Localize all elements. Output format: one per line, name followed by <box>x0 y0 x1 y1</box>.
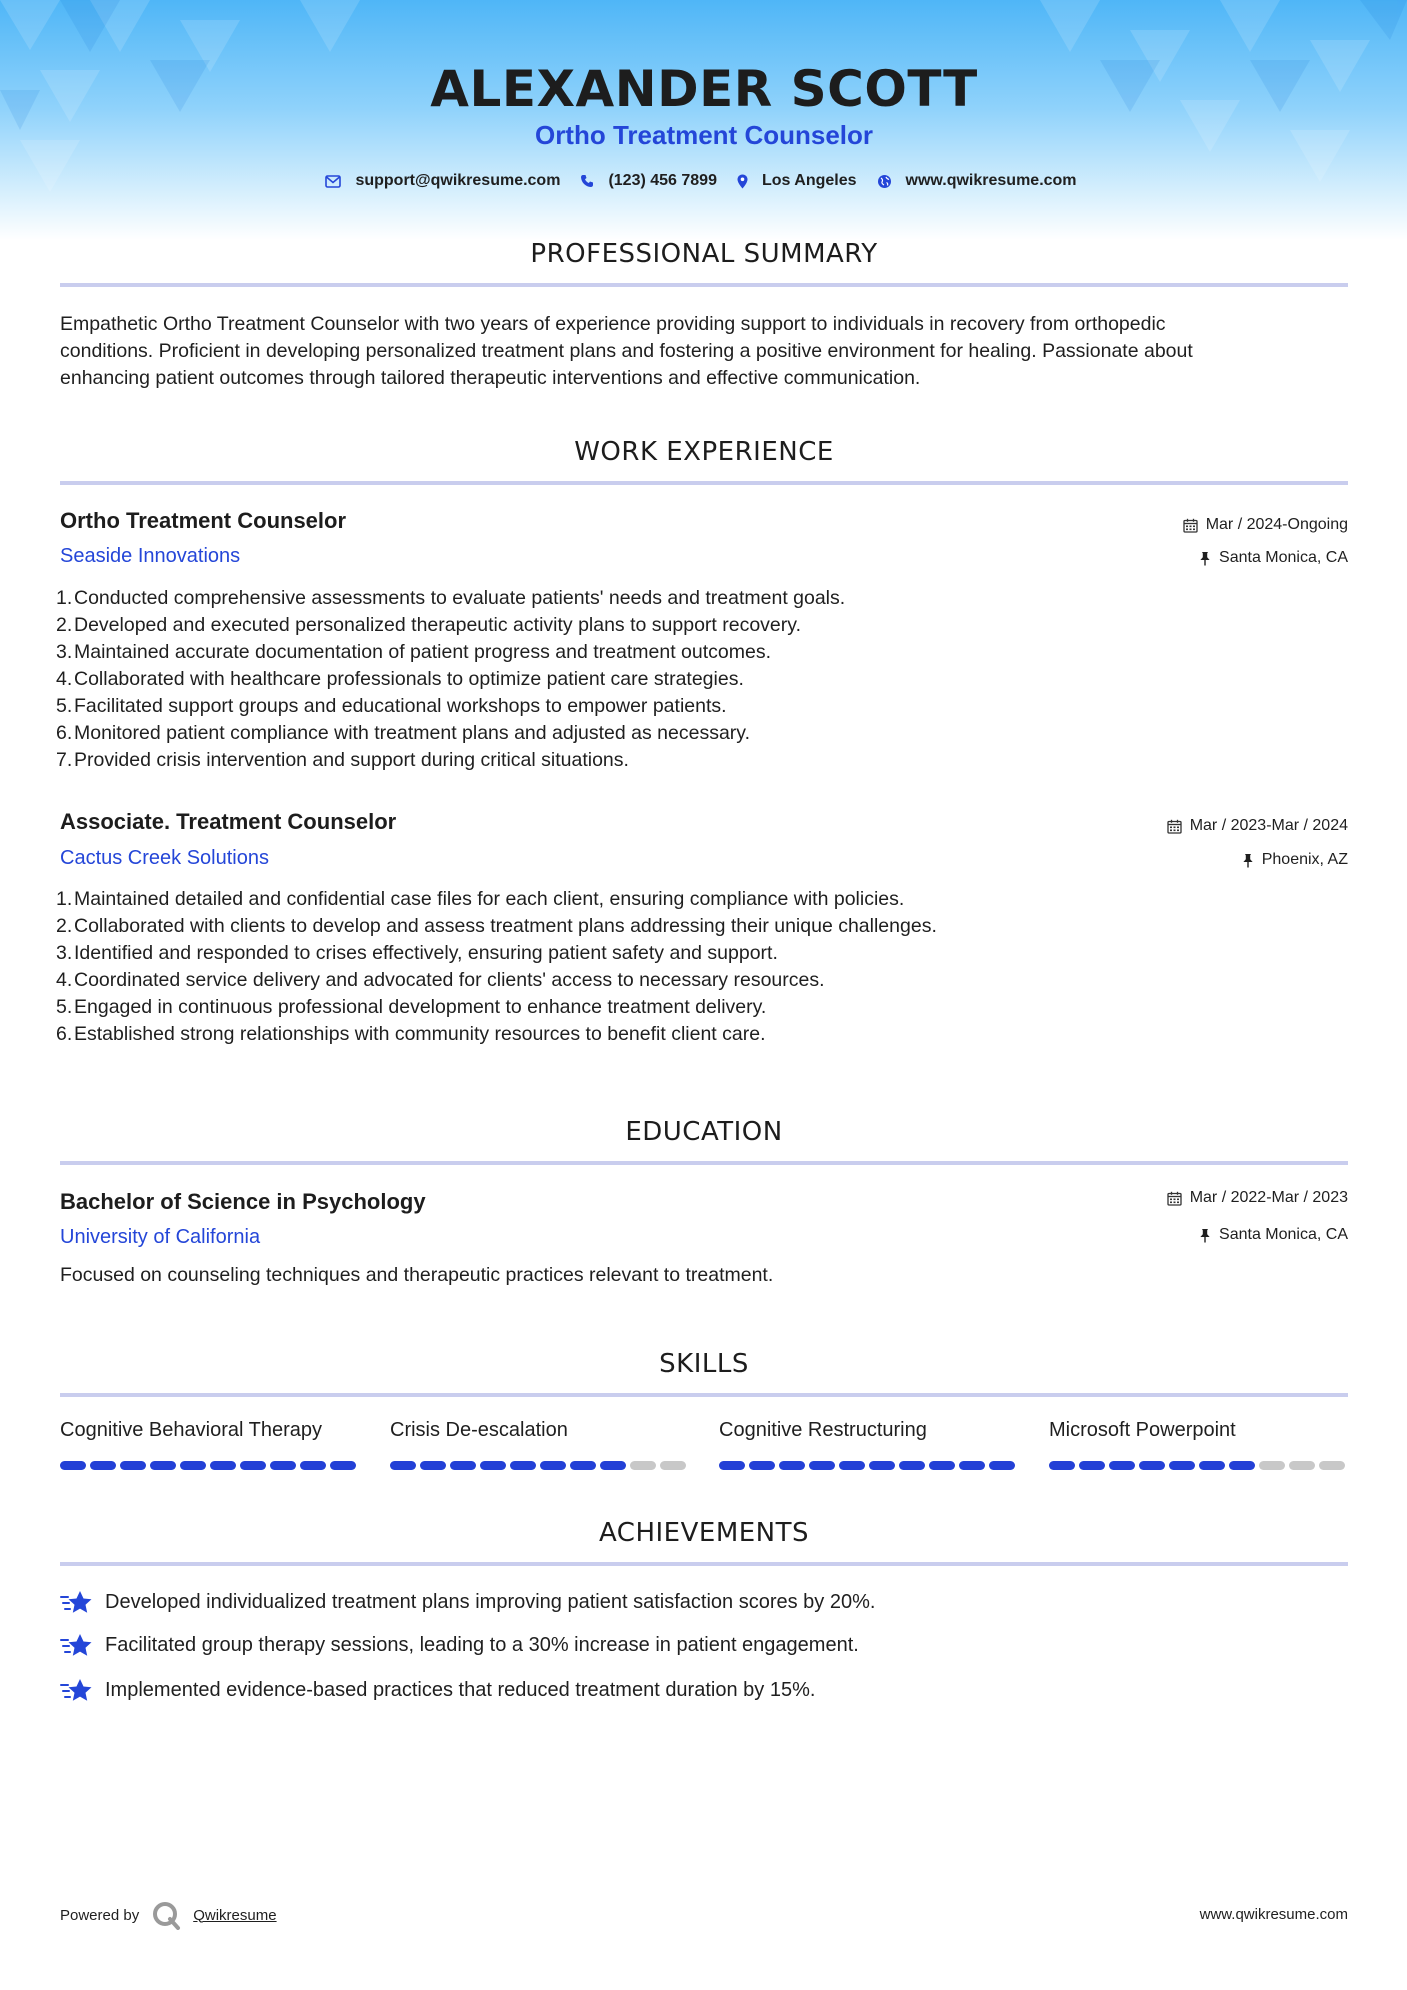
footer-website[interactable]: www.qwikresume.com <box>1199 1906 1348 1923</box>
skill-segment-filled <box>809 1461 835 1470</box>
skill-segment-filled <box>450 1461 476 1470</box>
job-bullets <box>56 886 1348 1048</box>
skill-segment-filled <box>180 1461 206 1470</box>
summary-text <box>60 311 1348 392</box>
footer-powered-by <box>60 1900 277 1930</box>
candidate-name: ALEXANDER SCOTT <box>430 60 978 118</box>
powered-by-label: Powered by <box>60 1906 140 1924</box>
contact-website-text: www.qwikresume.com <box>905 172 1077 189</box>
skill-segment-filled <box>929 1461 955 1470</box>
globe-icon <box>877 174 892 189</box>
skill-segment-empty <box>1289 1461 1315 1470</box>
summary-line: enhancing patient outcomes through tailored therapeutic interventions and effective communication. <box>60 367 921 389</box>
education-dates-text: Mar / 2022-Mar / 2023 <box>1189 1189 1348 1206</box>
skills-heading: SKILLS <box>659 1349 749 1379</box>
education-location-text: Santa Monica, CA <box>1219 1226 1348 1243</box>
experience-heading: WORK EXPERIENCE <box>574 437 834 467</box>
skill-name: Cognitive Behavioral Therapy <box>60 1419 323 1441</box>
calendar-icon <box>1167 1191 1182 1206</box>
skill-segment-empty <box>660 1461 686 1470</box>
contact-email-text: support@qwikresume.com <box>355 172 561 189</box>
experience-divider <box>60 481 1348 485</box>
map-pin-icon <box>737 174 748 189</box>
list-item: 4. Collaborated with healthcare professionals to optimize patient care strategies. <box>56 668 744 690</box>
achievement-text: Facilitated group therapy sessions, leading to a 30% increase in patient engagement. <box>105 1633 859 1656</box>
skill-segment-filled <box>120 1461 146 1470</box>
skill-item <box>390 1419 690 1470</box>
skill-segment-filled <box>330 1461 356 1470</box>
job-location-text: Phoenix, AZ <box>1261 851 1348 868</box>
skill-segment-filled <box>749 1461 775 1470</box>
job-location-text: Santa Monica, CA <box>1219 549 1348 566</box>
job-bullets <box>56 585 1348 774</box>
skill-name: Crisis De-escalation <box>390 1419 568 1441</box>
skill-level-bar <box>1049 1461 1349 1470</box>
job-location <box>1242 851 1348 869</box>
skill-segment-filled <box>270 1461 296 1470</box>
calendar-icon <box>1183 518 1198 533</box>
job-title: Associate. Treatment Counselor <box>60 809 397 834</box>
skill-segment-filled <box>390 1461 416 1470</box>
summary-line: conditions. Proficient in developing personalized treatment plans and fostering a positive environment for healing. Passionate about <box>60 340 1193 362</box>
list-item: 3. Identified and responded to crises effectively, ensuring patient safety and support. <box>56 942 778 964</box>
achievement-item <box>60 1589 875 1615</box>
skill-segment-filled <box>1079 1461 1105 1470</box>
skill-segment-filled <box>779 1461 805 1470</box>
skills-divider <box>60 1393 1348 1397</box>
skill-segment-filled <box>1049 1461 1075 1470</box>
skill-segment-filled <box>959 1461 985 1470</box>
summary-line: Empathetic Ortho Treatment Counselor with two years of experience providing support to individuals in recovery from orthopedic <box>60 313 1166 335</box>
skill-segment-filled <box>839 1461 865 1470</box>
pushpin-icon <box>1199 551 1211 566</box>
job-dates-text: Mar / 2024-Ongoing <box>1205 516 1348 533</box>
candidate-title: Ortho Treatment Counselor <box>534 120 874 150</box>
envelope-icon <box>325 175 341 188</box>
phone-icon <box>580 174 594 188</box>
star-badge-icon <box>60 1677 93 1703</box>
skill-level-bar <box>390 1461 690 1470</box>
skill-name: Microsoft Powerpoint <box>1049 1419 1236 1441</box>
skill-segment-filled <box>90 1461 116 1470</box>
skill-segment-filled <box>60 1461 86 1470</box>
contact-website[interactable] <box>877 172 1077 190</box>
education-divider <box>60 1161 1348 1165</box>
list-item: 2. Developed and executed personalized therapeutic activity plans to support recovery. <box>56 614 801 636</box>
skill-segment-filled <box>210 1461 236 1470</box>
job-dates <box>1167 817 1348 835</box>
list-item: 3. Maintained accurate documentation of patient progress and treatment outcomes. <box>56 641 771 663</box>
skill-segment-filled <box>240 1461 266 1470</box>
list-item: 6. Monitored patient compliance with treatment plans and adjusted as necessary. <box>56 722 751 744</box>
list-item: 1. Conducted comprehensive assessments to evaluate patients' needs and treatment goals. <box>56 587 846 609</box>
contact-email[interactable] <box>325 172 560 190</box>
achievement-text: Implemented evidence-based practices that reduced treatment duration by 15%. <box>105 1678 816 1701</box>
list-item: 4. Coordinated service delivery and advocated for clients' access to necessary resources. <box>56 969 825 991</box>
job-location <box>1199 549 1348 567</box>
achievement-item <box>60 1632 859 1658</box>
calendar-icon <box>1167 819 1182 834</box>
list-item: 5. Facilitated support groups and educational workshops to empower patients. <box>56 695 727 717</box>
skill-segment-filled <box>600 1461 626 1470</box>
skill-segment-filled <box>989 1461 1015 1470</box>
skill-item <box>719 1419 1019 1470</box>
achievements-divider <box>60 1562 1348 1566</box>
skill-name: Cognitive Restructuring <box>719 1419 927 1441</box>
qwikresume-link[interactable]: Qwikresume <box>193 1906 277 1924</box>
skill-segment-filled <box>420 1461 446 1470</box>
achievement-item <box>60 1677 815 1703</box>
pushpin-icon <box>1199 1228 1211 1243</box>
list-item: 6. Established strong relationships with community resources to benefit client care. <box>56 1023 766 1045</box>
skill-level-bar <box>60 1461 360 1470</box>
skill-item <box>1049 1419 1349 1470</box>
skill-segment-filled <box>540 1461 566 1470</box>
skill-segment-filled <box>1169 1461 1195 1470</box>
skill-segment-filled <box>570 1461 596 1470</box>
skill-segment-filled <box>869 1461 895 1470</box>
achievements-heading: ACHIEVEMENTS <box>598 1518 810 1548</box>
contact-phone-text: (123) 456 7899 <box>608 172 717 189</box>
job-company: Cactus Creek Solutions <box>60 847 269 869</box>
skill-segment-filled <box>1199 1461 1225 1470</box>
contact-location-text: Los Angeles <box>761 172 857 189</box>
summary-divider <box>60 283 1348 287</box>
qwikresume-logo-icon <box>151 1900 181 1930</box>
list-item: 2. Collaborated with clients to develop and assess treatment plans addressing their unique challenges. <box>56 915 937 937</box>
achievement-text: Developed individualized treatment plans improving patient satisfaction scores by 20%. <box>105 1590 876 1613</box>
list-item: 5. Engaged in continuous professional development to enhance treatment delivery. <box>56 996 767 1018</box>
skill-segment-filled <box>899 1461 925 1470</box>
education-description: Focused on counseling techniques and therapeutic practices relevant to treatment. <box>60 1264 774 1286</box>
education-dates <box>1167 1189 1348 1207</box>
education-location <box>1199 1226 1348 1244</box>
skill-segment-filled <box>150 1461 176 1470</box>
skill-item <box>60 1419 360 1470</box>
skill-segment-empty <box>630 1461 656 1470</box>
job-title: Ortho Treatment Counselor <box>60 508 347 533</box>
skill-segment-empty <box>1319 1461 1345 1470</box>
summary-heading: PROFESSIONAL SUMMARY <box>530 239 878 269</box>
skill-level-bar <box>719 1461 1019 1470</box>
contact-location <box>737 172 857 190</box>
job-dates-text: Mar / 2023-Mar / 2024 <box>1189 817 1348 834</box>
skill-segment-filled <box>300 1461 326 1470</box>
skill-segment-filled <box>510 1461 536 1470</box>
list-item: 7. Provided crisis intervention and support during critical situations. <box>56 749 629 771</box>
skill-segment-filled <box>1229 1461 1255 1470</box>
list-item: 1. Maintained detailed and confidential case files for each client, ensuring compliance with policies. <box>56 888 905 910</box>
education-heading: EDUCATION <box>625 1117 783 1147</box>
star-badge-icon <box>60 1589 93 1615</box>
skill-segment-empty <box>1259 1461 1285 1470</box>
skill-segment-filled <box>1139 1461 1165 1470</box>
contact-phone[interactable] <box>580 172 717 190</box>
contact-bar <box>60 172 1348 190</box>
education-degree: Bachelor of Science in Psychology <box>60 1189 426 1214</box>
job-company: Seaside Innovations <box>60 545 241 567</box>
skill-segment-filled <box>1109 1461 1135 1470</box>
pushpin-icon <box>1242 853 1254 868</box>
star-badge-icon <box>60 1632 93 1658</box>
skill-segment-filled <box>480 1461 506 1470</box>
skill-segment-filled <box>719 1461 745 1470</box>
job-dates <box>1183 516 1348 534</box>
education-school: University of California <box>60 1226 261 1248</box>
